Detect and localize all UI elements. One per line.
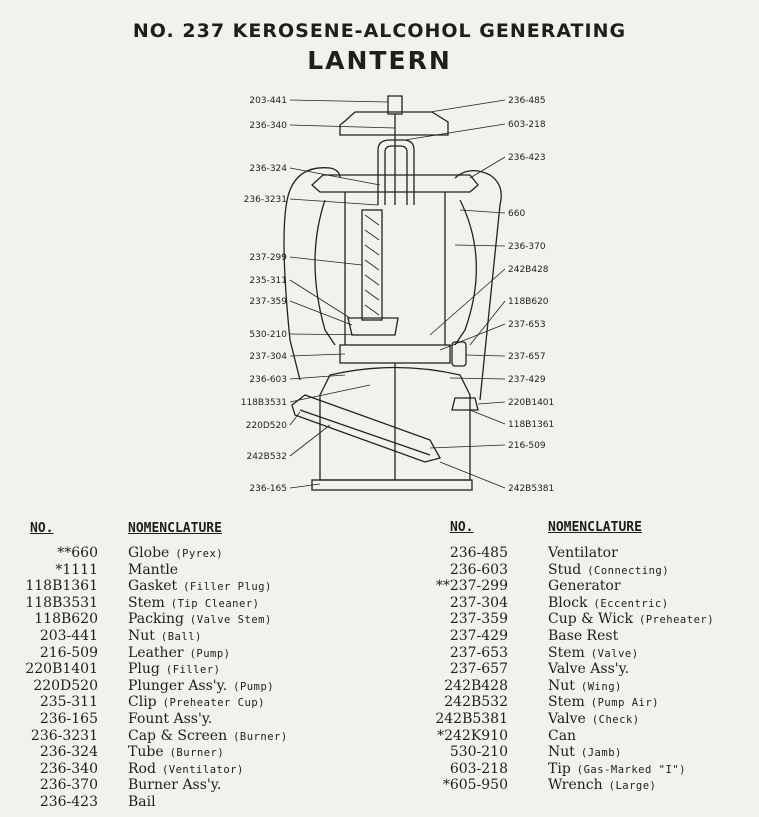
part-number: 236-340 (39, 760, 98, 777)
part-qualifier: (Pump) (233, 680, 275, 693)
part-row (430, 562, 714, 579)
part-number: 237-657 (449, 661, 508, 678)
part-name: Stem (548, 694, 585, 711)
part-qualifier: (Burner) (233, 730, 288, 743)
part-number: 242B532 (444, 694, 508, 711)
part-number: 236-423 (39, 793, 98, 810)
part-number: 203-441 (39, 627, 98, 644)
part-number: *1111 (55, 561, 98, 578)
part-qualifier: (Filler Plug) (183, 581, 272, 594)
burner-tube-shape (378, 140, 414, 205)
callout-242B428: 242B428 (508, 265, 549, 275)
part-qualifier: (Jamb) (580, 747, 622, 760)
part-number: 235-311 (39, 694, 98, 711)
part-number: 237-359 (449, 611, 508, 628)
part-qualifier: (Preheater) (639, 614, 715, 627)
callout-203-441: 203-441 (249, 96, 287, 106)
part-qualifier: (Eccentric) (593, 597, 669, 610)
callout-242B5381: 242B5381 (508, 484, 555, 494)
part-name: Valve (548, 710, 586, 727)
part-qualifier: (Wing) (580, 680, 622, 693)
part-qualifier: (Filler) (165, 664, 221, 677)
part-number: *605-950 (442, 777, 508, 794)
part-row (430, 661, 714, 678)
right-nomenclature-header: NOMENCLATURE (548, 520, 642, 535)
part-qualifier: (Burner) (169, 747, 225, 760)
valve-assy-shape (452, 342, 466, 366)
part-qualifier: (Gas-Marked "I") (576, 763, 686, 776)
page-title: NO. 237 KEROSENE-ALCOHOL GENERATING (132, 20, 627, 42)
callout-220D520: 220D520 (245, 421, 287, 431)
part-row (10, 661, 288, 678)
part-number: 242B5381 (435, 710, 508, 727)
callout-237-359: 237-359 (249, 297, 287, 307)
part-number: 118B3531 (25, 594, 98, 611)
part-qualifier: (Connecting) (587, 564, 670, 577)
callout-660: 660 (508, 209, 526, 219)
part-number: 603-218 (449, 760, 508, 777)
part-row (10, 711, 288, 728)
part-name: Plunger Ass'y. (128, 677, 228, 694)
part-number: 118B620 (34, 611, 98, 628)
part-name: Globe (128, 545, 170, 561)
part-name: Leather (128, 644, 184, 661)
part-row (430, 611, 714, 628)
part-qualifier: (Pump) (189, 647, 231, 660)
part-number: **237-299 (435, 578, 508, 595)
part-name: Fount Ass'y. (128, 710, 213, 727)
part-qualifier: (Pump Air) (590, 697, 659, 710)
part-row (430, 728, 714, 745)
part-row (430, 545, 714, 562)
left-no-header: NO. (30, 521, 54, 536)
part-qualifier: (Pyrex) (175, 548, 224, 560)
part-number: 236-603 (449, 561, 508, 578)
part-qualifier: (Preheater Cup) (162, 697, 265, 710)
callout-236-370: 236-370 (508, 242, 546, 252)
callout-237-429: 237-429 (508, 375, 546, 385)
callout-236-423: 236-423 (508, 153, 546, 163)
callout-237-657: 237-657 (508, 352, 546, 362)
part-number: 530-210 (449, 744, 508, 761)
part-name: Nut (128, 627, 155, 644)
part-name: Cup & Wick (548, 611, 633, 628)
part-name: Wrench (548, 777, 603, 794)
callout-118B620: 118B620 (508, 297, 549, 307)
callout-235-311: 235-311 (249, 276, 287, 286)
bail-left-shape (290, 168, 340, 190)
part-number: 236-324 (39, 744, 98, 761)
part-name: Tip (548, 760, 571, 777)
globe-right-shape (455, 200, 476, 345)
part-qualifier: (Tip Cleaner) (170, 597, 260, 610)
callout-118B3531: 118B3531 (240, 398, 287, 408)
part-row (10, 628, 288, 645)
callout-236-340: 236-340 (249, 121, 287, 131)
callout-237-304: 237-304 (249, 352, 287, 362)
part-name: Mantle (128, 561, 179, 578)
part-number: 220D520 (33, 677, 98, 694)
part-number: 236-370 (39, 777, 98, 794)
callout-242B532: 242B532 (246, 452, 287, 462)
part-row (430, 645, 714, 662)
eccentric-block-shape (340, 345, 450, 363)
part-name: Stem (548, 644, 585, 661)
callout-236-165: 236-165 (249, 484, 287, 494)
part-row (10, 744, 288, 761)
callout-216-509: 216-509 (508, 441, 546, 451)
part-name: Stud (548, 561, 582, 578)
part-name: Cap & Screen (128, 727, 228, 744)
right-no-header: NO. (450, 520, 474, 535)
callout-237-653: 237-653 (508, 320, 546, 330)
part-number: **660 (57, 545, 98, 561)
part-name: Generator (548, 578, 621, 595)
part-name: Plug (128, 661, 160, 678)
part-number: 242B428 (444, 677, 508, 694)
part-name: Rod (128, 760, 156, 777)
part-row (430, 578, 714, 595)
page-subtitle: LANTERN (307, 46, 452, 75)
callout-236-324: 236-324 (249, 164, 287, 174)
part-row (10, 678, 288, 695)
part-name: Can (548, 727, 577, 744)
part-qualifier: (Ventilator) (161, 763, 244, 776)
part-qualifier: (Ball) (160, 630, 202, 643)
part-name: Tube (128, 744, 164, 761)
filler-plug-shape (452, 398, 478, 410)
part-row (10, 595, 288, 612)
part-qualifier: (Check) (591, 713, 640, 726)
part-name: Nut (548, 744, 575, 761)
part-number: 237-429 (449, 627, 508, 644)
part-row (10, 645, 288, 662)
callout-236-3231: 236-3231 (243, 195, 287, 205)
parts-list-left (10, 545, 288, 811)
part-qualifier: (Large) (608, 780, 657, 793)
part-row (10, 694, 288, 711)
part-row (10, 794, 288, 811)
part-row (10, 777, 288, 794)
ventilator-shape (340, 112, 448, 135)
part-number: 220B1401 (25, 661, 98, 678)
fount-base-shape (312, 480, 472, 490)
part-row (430, 711, 714, 728)
ball-nut-shape (388, 96, 402, 114)
pump-shape (292, 395, 440, 462)
callout-220B1401: 220B1401 (508, 398, 555, 408)
part-row (10, 578, 288, 595)
part-number: *242K910 (437, 727, 508, 744)
callout-603-218: 603-218 (508, 120, 546, 130)
part-number: 216-509 (39, 644, 98, 661)
part-row (10, 611, 288, 628)
part-name: Bail (128, 793, 156, 810)
left-nomenclature-header: NOMENCLATURE (128, 521, 222, 536)
callout-236-485: 236-485 (508, 96, 546, 106)
part-name: Burner Ass'y. (128, 777, 222, 794)
part-name: Gasket (128, 578, 178, 595)
part-name: Base Rest (548, 627, 619, 644)
part-row (10, 562, 288, 579)
part-row (430, 761, 714, 778)
part-row (430, 777, 714, 794)
part-name: Stem (128, 594, 165, 611)
part-row (10, 728, 288, 745)
part-number: 236-165 (39, 710, 98, 727)
parts-list-right (430, 545, 714, 794)
part-row (430, 744, 714, 761)
part-name: Valve Ass'y. (548, 661, 630, 678)
part-number: 236-3231 (30, 727, 98, 744)
part-name: Ventilator (548, 545, 618, 561)
part-row (430, 678, 714, 695)
part-qualifier: (Valve) (590, 647, 639, 660)
part-row (430, 694, 714, 711)
part-name: Block (548, 594, 588, 611)
part-number: 236-485 (449, 545, 508, 561)
part-name: Packing (128, 611, 184, 628)
callout-236-603: 236-603 (249, 375, 287, 385)
part-number: 118B1361 (25, 578, 98, 595)
part-name: Clip (128, 694, 157, 711)
globe-left-shape (315, 200, 335, 345)
callout-118B1361: 118B1361 (508, 420, 555, 430)
part-number: 237-304 (449, 594, 508, 611)
callout-530-210: 530-210 (249, 330, 287, 340)
part-number: 237-653 (449, 644, 508, 661)
callout-237-299: 237-299 (249, 253, 287, 263)
part-row (10, 761, 288, 778)
part-name: Nut (548, 677, 575, 694)
part-qualifier: (Valve Stem) (189, 614, 272, 627)
part-row (10, 545, 288, 562)
part-row (430, 628, 714, 645)
part-row (430, 595, 714, 612)
